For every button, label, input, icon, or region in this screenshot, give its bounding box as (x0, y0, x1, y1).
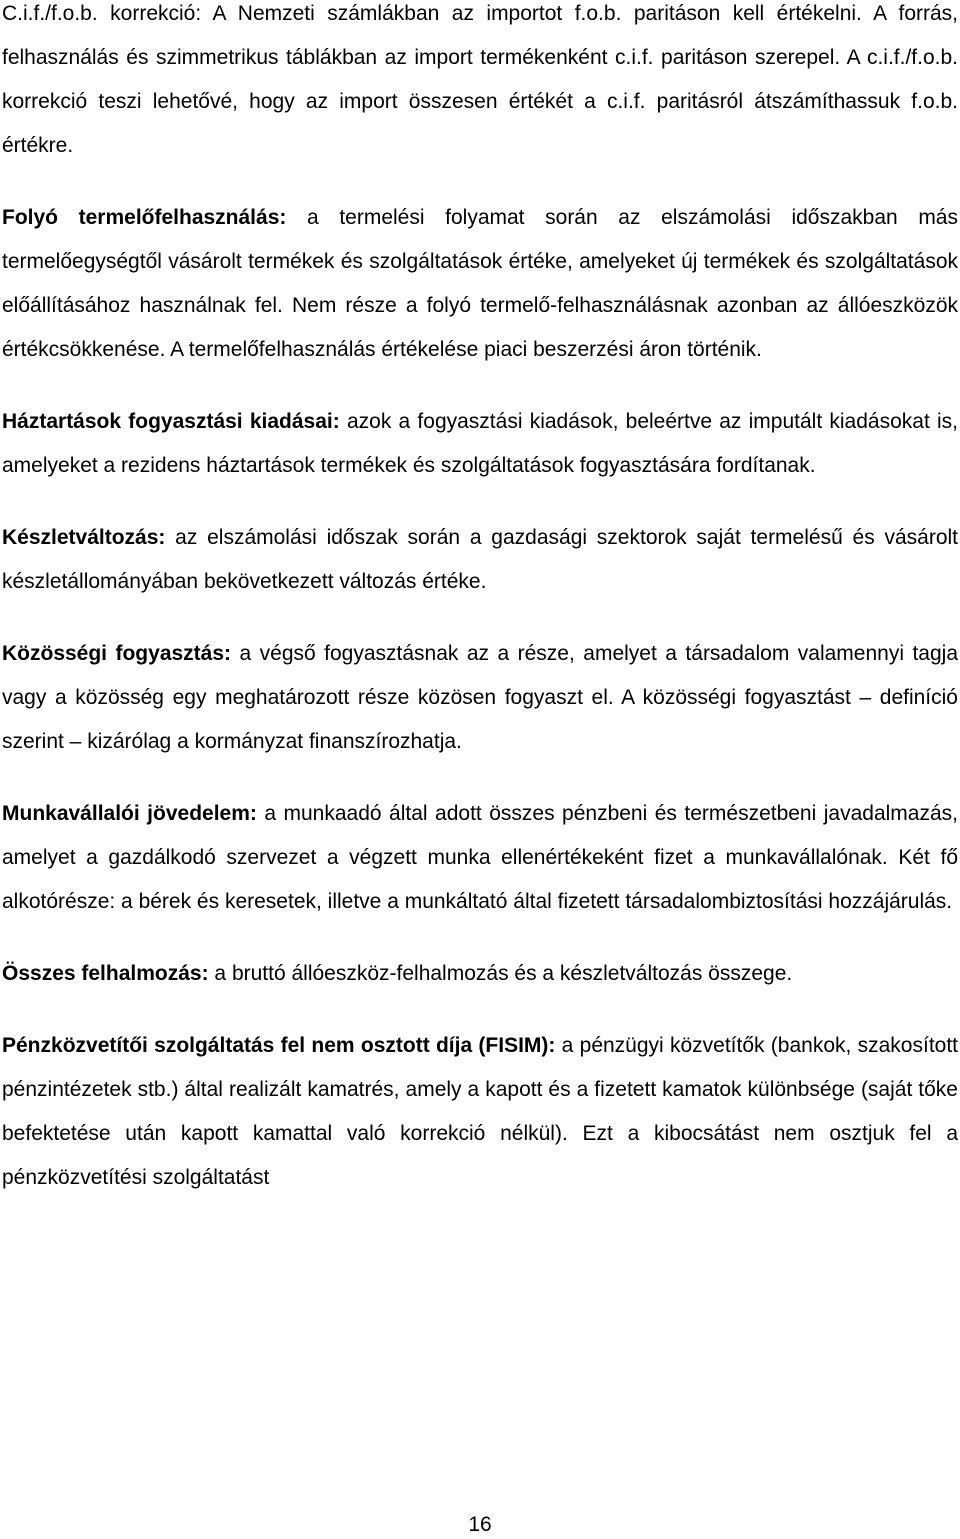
paragraph-household-consumption (2, 400, 958, 488)
definition-term: Pénzközvetítői szolgáltatás fel nem osztott díja (FISIM): (2, 1034, 556, 1057)
paragraph-intermediate-consumption (2, 196, 958, 372)
paragraph-fisim (2, 1024, 958, 1200)
paragraph-text: a bruttó állóeszköz-felhalmozás és a készletváltozás összege. (208, 962, 793, 985)
paragraph-text: a végső fogyasztásnak az a része, amelyet a társadalom valamennyi tagja vagy a közösség egy meghatározott része közösen fogyaszt el. A közösségi fogyasztást – definíció szerint – kizárólag a kormányzat finanszírozhatja. (2, 642, 958, 753)
paragraph-text: a termelési folyamat során az elszámolási időszakban más termelőegységtől vásárolt termékek és szolgáltatások értéke, amelyeket új termékek és szolgáltatások előállításához használnak fel. Nem része a folyó termelő-felhasználásnak azonban az állóeszközök értékcsökkenése. A termelőfelhasználás értékelése piaci beszerzési áron történik. (2, 206, 958, 361)
definition-term: Folyó termelőfelhasználás: (2, 206, 287, 229)
paragraph-text: C.i.f./f.o.b. korrekció: A Nemzeti számlákban az importot f.o.b. paritáson kell értékelni. A forrás, felhasználás és szimmetrikus táblákban az import termékenként c.i.f. paritáson szerepel. A c.i.f./f.o.b. korrekció teszi lehetővé, hogy az import összesen értékét a c.i.f. paritásról átszámíthassuk f.o.b. értékre. (2, 2, 958, 157)
paragraph-cif-fob-correction (2, 0, 958, 168)
page-number: 16 (468, 1513, 492, 1536)
definition-term: Készletváltozás: (2, 526, 166, 549)
definition-term: Háztartások fogyasztási kiadásai: (2, 410, 340, 433)
paragraph-text: a munkaadó által adott összes pénzbeni és természetbeni javadalmazás, amelyet a gazdálkodó szervezet a végzett munka ellenértékeként fizet a munkavállalónak. Két fő alkotórésze: a bérek és keresetek, illetve a munkáltató által fizetett társadalombiztosítási hozzájárulás. (2, 802, 958, 913)
paragraph-gross-capital-formation (2, 952, 958, 996)
paragraph-text: azok a fogyasztási kiadások, beleértve az imputált kiadásokat is, amelyeket a rezidens háztartások termékek és szolgáltatások fogyasztására fordítanak. (2, 410, 958, 477)
definition-term: Összes felhalmozás: (2, 962, 209, 985)
paragraph-text: az elszámolási időszak során a gazdasági szektorok saját termelésű és vásárolt készletállományában bekövetkezett változás értéke. (2, 526, 958, 593)
definition-term: Munkavállalói jövedelem: (2, 802, 257, 825)
paragraph-compensation-of-employees (2, 792, 958, 924)
definition-term: Közösségi fogyasztás: (2, 642, 232, 665)
paragraph-inventory-change (2, 516, 958, 604)
paragraph-text: a pénzügyi közvetítők (bankok, szakosított pénzintézetek stb.) által realizált kamatrés, amely a kapott és a fizetett kamatok különbsége (saját tőke befektetése után kapott kamattal való korrekció nélkül). Ezt a kibocsátást nem osztjuk fel a pénzközvetítési szolgáltatást (2, 1034, 959, 1189)
paragraph-collective-consumption (2, 632, 958, 764)
